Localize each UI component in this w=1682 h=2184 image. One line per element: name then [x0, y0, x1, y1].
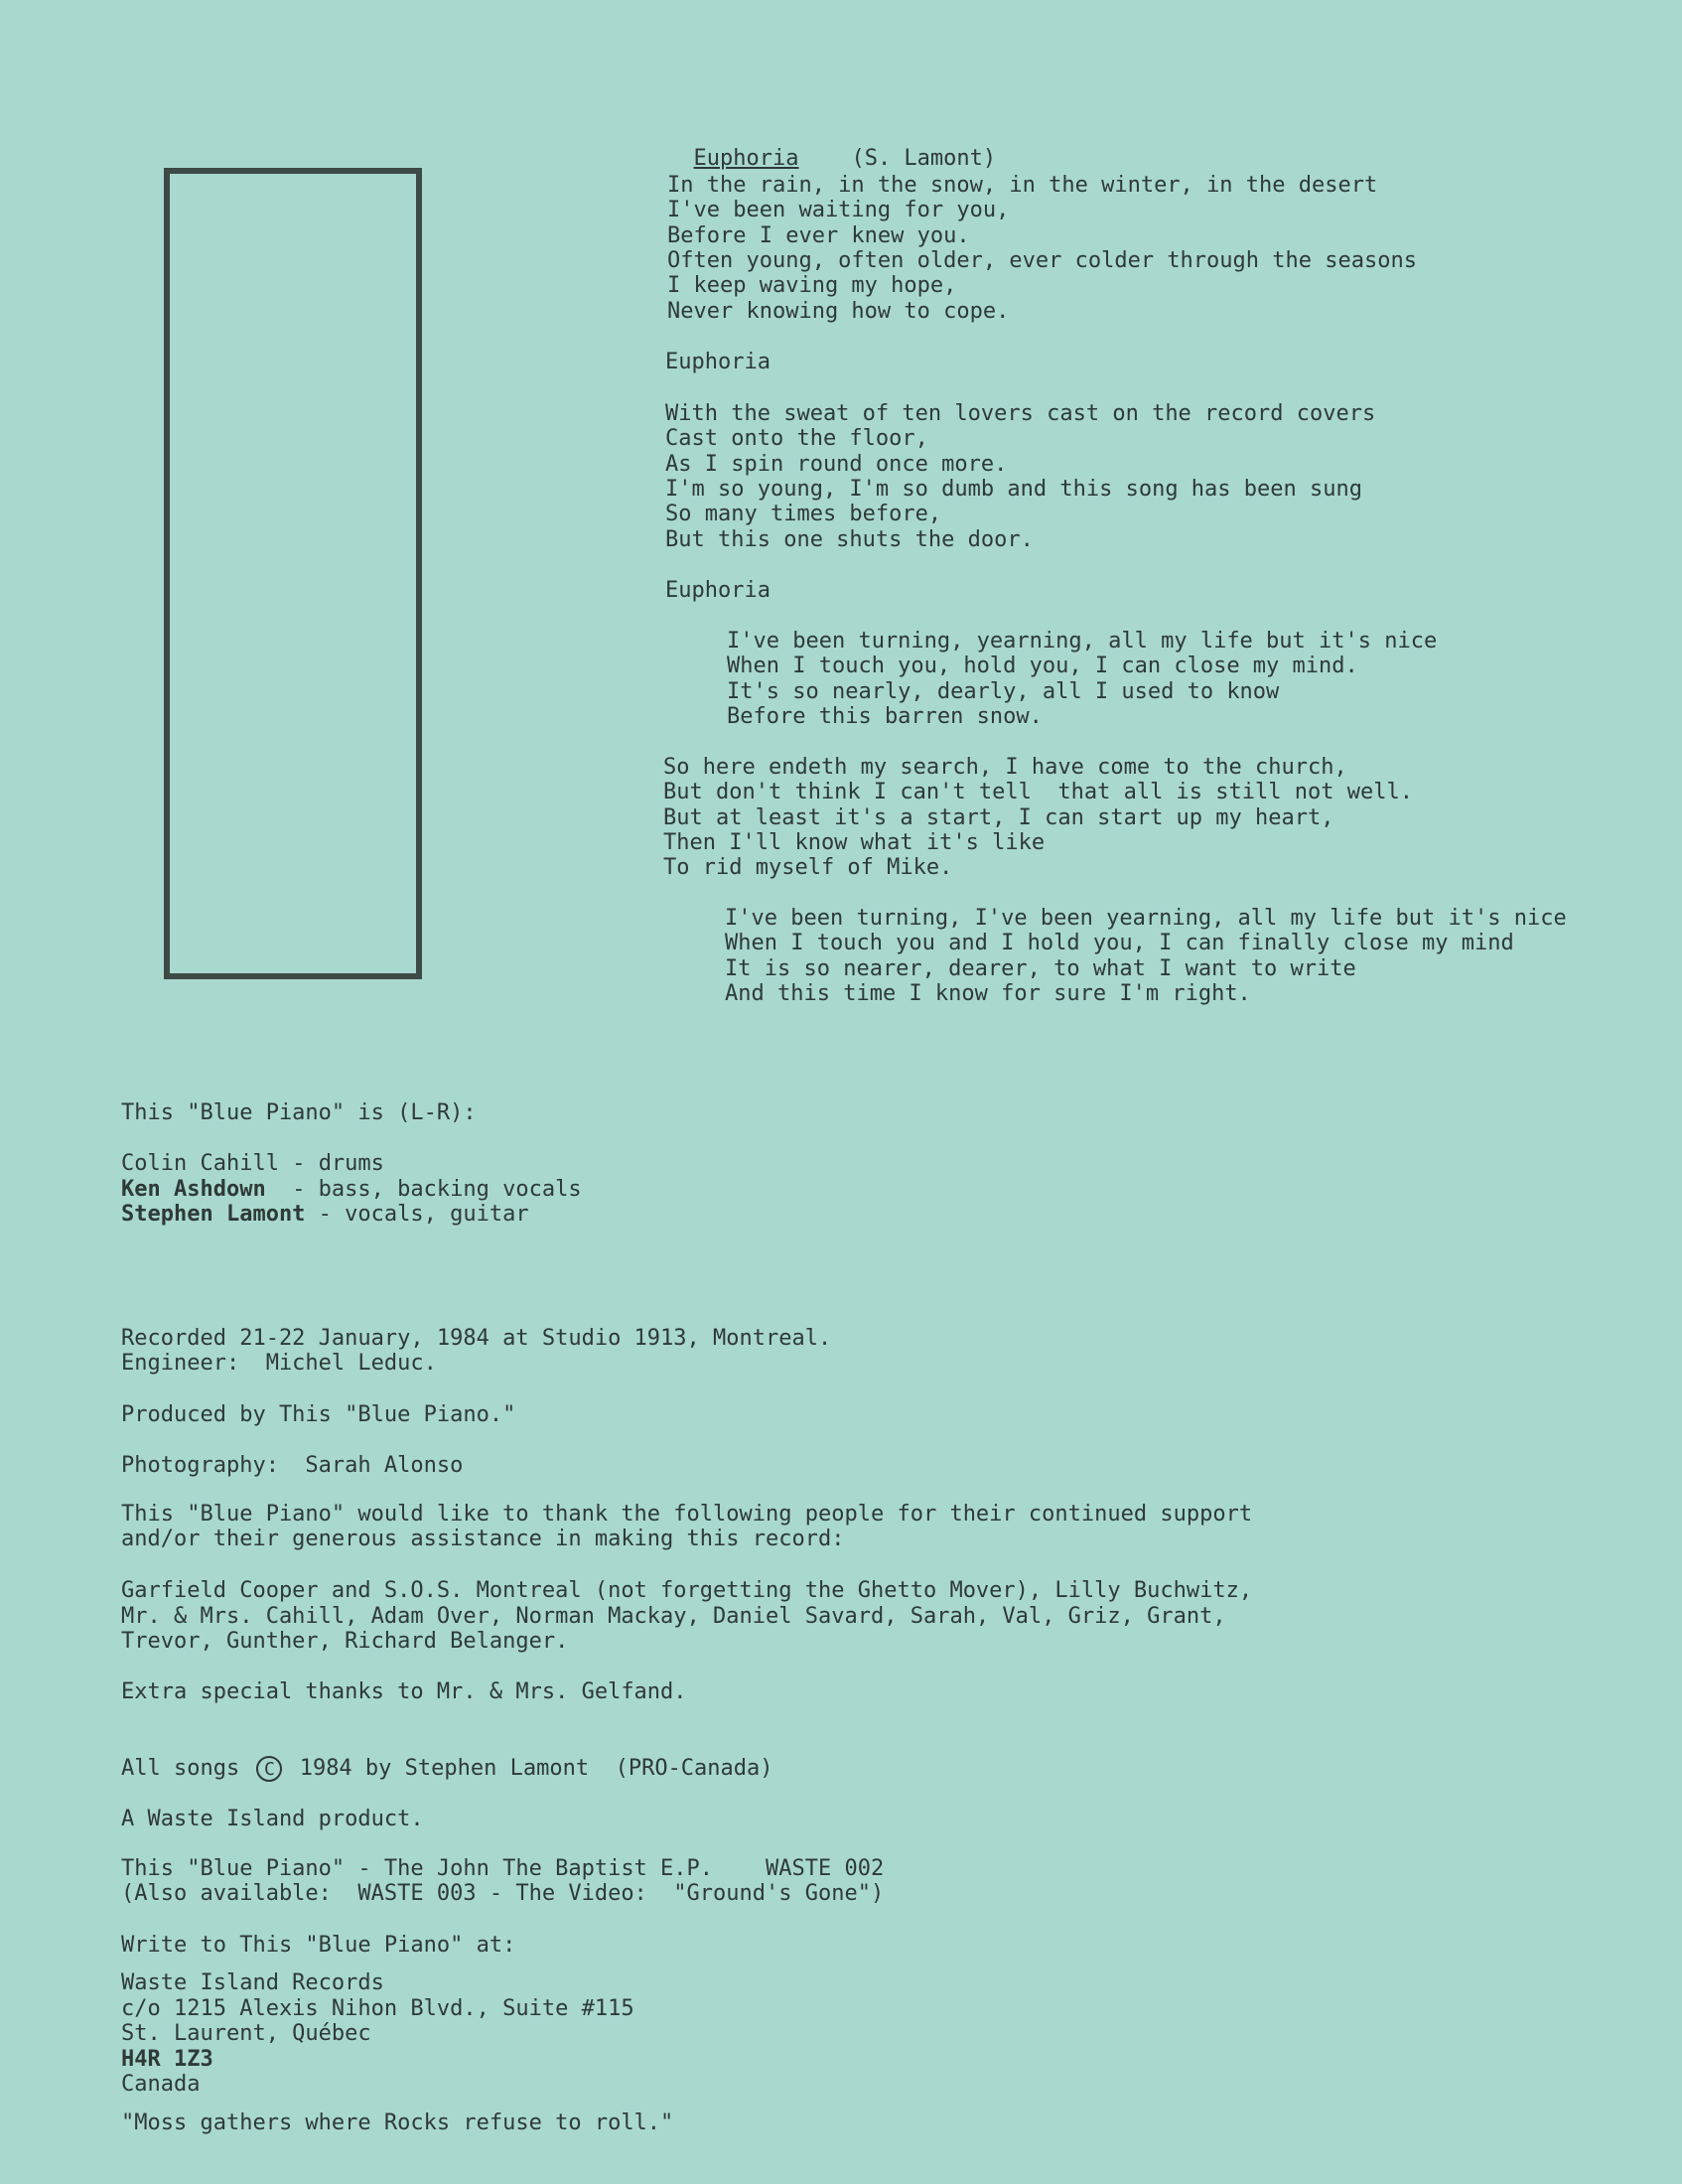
verse3-line: Then I'll know what it's like: [663, 830, 1046, 855]
verse1-line: I keep waving my hope,: [667, 273, 957, 298]
product-line: A Waste Island product.: [121, 1807, 424, 1831]
band-member-name: Ken Ashdown: [121, 1177, 266, 1202]
write-to-line: Write to This "Blue Piano" at:: [121, 1933, 516, 1958]
band-member-name: Colin Cahill: [121, 1151, 279, 1176]
thanks-names-line: Trevor, Gunther, Richard Belanger.: [121, 1629, 569, 1654]
address-line: Canada: [121, 2072, 201, 2097]
bridge2-line: It is so nearer, dearer, to what I want to write: [725, 956, 1356, 981]
band-member-name: Stephen Lamont: [121, 1202, 306, 1227]
band-member: [121, 1151, 384, 1176]
verse3-line: To rid myself of Mike.: [663, 855, 953, 880]
verse1-line: Before I ever knew you.: [667, 223, 970, 248]
refrain-line: Euphoria: [665, 578, 771, 603]
bridge2-line: I've been turning, I've been yearning, all my life but it's nice: [725, 906, 1567, 931]
address-line: H4R 1Z3: [121, 2047, 213, 2072]
verse2-line: As I spin round once more.: [665, 452, 1008, 477]
thanks-intro-line: and/or their generous assistance in making this record:: [121, 1527, 845, 1551]
produced-line: Produced by This "Blue Piano.": [121, 1402, 516, 1427]
copyright-line: [121, 1756, 773, 1782]
bridge1-line: Before this barren snow.: [727, 704, 1043, 729]
band-member: [121, 1202, 529, 1227]
band-heading: This "Blue Piano" is (L-R):: [121, 1100, 477, 1125]
verse3-line: So here endeth my search, I have come to the church,: [663, 755, 1347, 780]
verse3-line: But at least it's a start, I can start up my heart,: [663, 805, 1334, 830]
verse2-line: With the sweat of ten lovers cast on the record covers: [665, 401, 1376, 426]
refrain-line: Euphoria: [665, 350, 771, 374]
verse1-line: I've been waiting for you,: [667, 198, 1010, 222]
bridge1-line: It's so nearly, dearly, all I used to know: [727, 679, 1280, 704]
verse1-line: Never knowing how to cope.: [667, 299, 1010, 324]
bridge1-line: When I touch you, hold you, I can close my mind.: [727, 654, 1358, 678]
also-available-line: (Also available: WASTE 003 - The Video: "Ground's Gone"): [121, 1881, 885, 1906]
band-member-role: - drums: [278, 1151, 384, 1176]
thanks-names-line: Mr. & Mrs. Cahill, Adam Over, Norman Mackay, Daniel Savard, Sarah, Val, Griz, Grant,: [121, 1603, 1226, 1629]
address-line: Waste Island Records: [121, 1970, 384, 1995]
copyright-icon: C: [256, 1756, 282, 1782]
thanks-intro-line: This "Blue Piano" would like to thank the following people for their continued support: [121, 1502, 1253, 1527]
verse2-line: Cast onto the floor,: [665, 426, 928, 451]
song-credit: (S. Lamont): [851, 146, 997, 171]
engineer-line: Engineer: Michel Leduc.: [121, 1351, 437, 1376]
verse1-line: In the rain, in the snow, in the winter, in the desert: [667, 173, 1378, 198]
release-line: This "Blue Piano" - The John The Baptist E.P. WASTE 002: [121, 1856, 885, 1881]
verse3-line: But don't think I can't tell that all is still not well.: [663, 780, 1413, 804]
bridge2-line: When I touch you and I hold you, I can finally close my mind: [725, 931, 1514, 955]
band-member-role: - vocals, guitar: [305, 1202, 529, 1227]
song-title: Euphoria: [693, 146, 799, 171]
song-title-line: [667, 121, 996, 171]
verse2-line: So many times before,: [665, 502, 942, 526]
copyright-text: 1984 by Stephen Lamont (PRO-Canada): [286, 1756, 773, 1781]
photography-line: Photography: Sarah Alonso: [121, 1453, 464, 1478]
bridge1-line: I've been turning, yearning, all my life but it's nice: [727, 629, 1438, 654]
thanks-names-line: Garfield Cooper and S.O.S. Montreal (not forgetting the Ghetto Mover), Lilly Buchwitz,: [121, 1578, 1253, 1603]
band-member: [121, 1177, 582, 1202]
verse2-line: But this one shuts the door.: [665, 527, 1034, 552]
address-line: St. Laurent, Québec: [121, 2021, 371, 2046]
band-member-role: - bass, backing vocals: [265, 1177, 582, 1202]
extra-thanks-line: Extra special thanks to Mr. & Mrs. Gelfand.: [121, 1679, 687, 1704]
copyright-prefix: All songs: [121, 1756, 253, 1781]
recorded-line: Recorded 21-22 January, 1984 at Studio 1913, Montreal.: [121, 1326, 832, 1351]
address-line: c/o 1215 Alexis Nihon Blvd., Suite #115: [121, 1996, 634, 2021]
verse2-line: I'm so young, I'm so dumb and this song has been sung: [665, 477, 1362, 502]
bridge2-line: And this time I know for sure I'm right.: [725, 981, 1251, 1006]
motto-line: "Moss gathers where Rocks refuse to roll.": [121, 2111, 674, 2135]
photo-placeholder-frame: [164, 168, 422, 979]
verse1-line: Often young, often older, ever colder through the seasons: [667, 248, 1417, 273]
